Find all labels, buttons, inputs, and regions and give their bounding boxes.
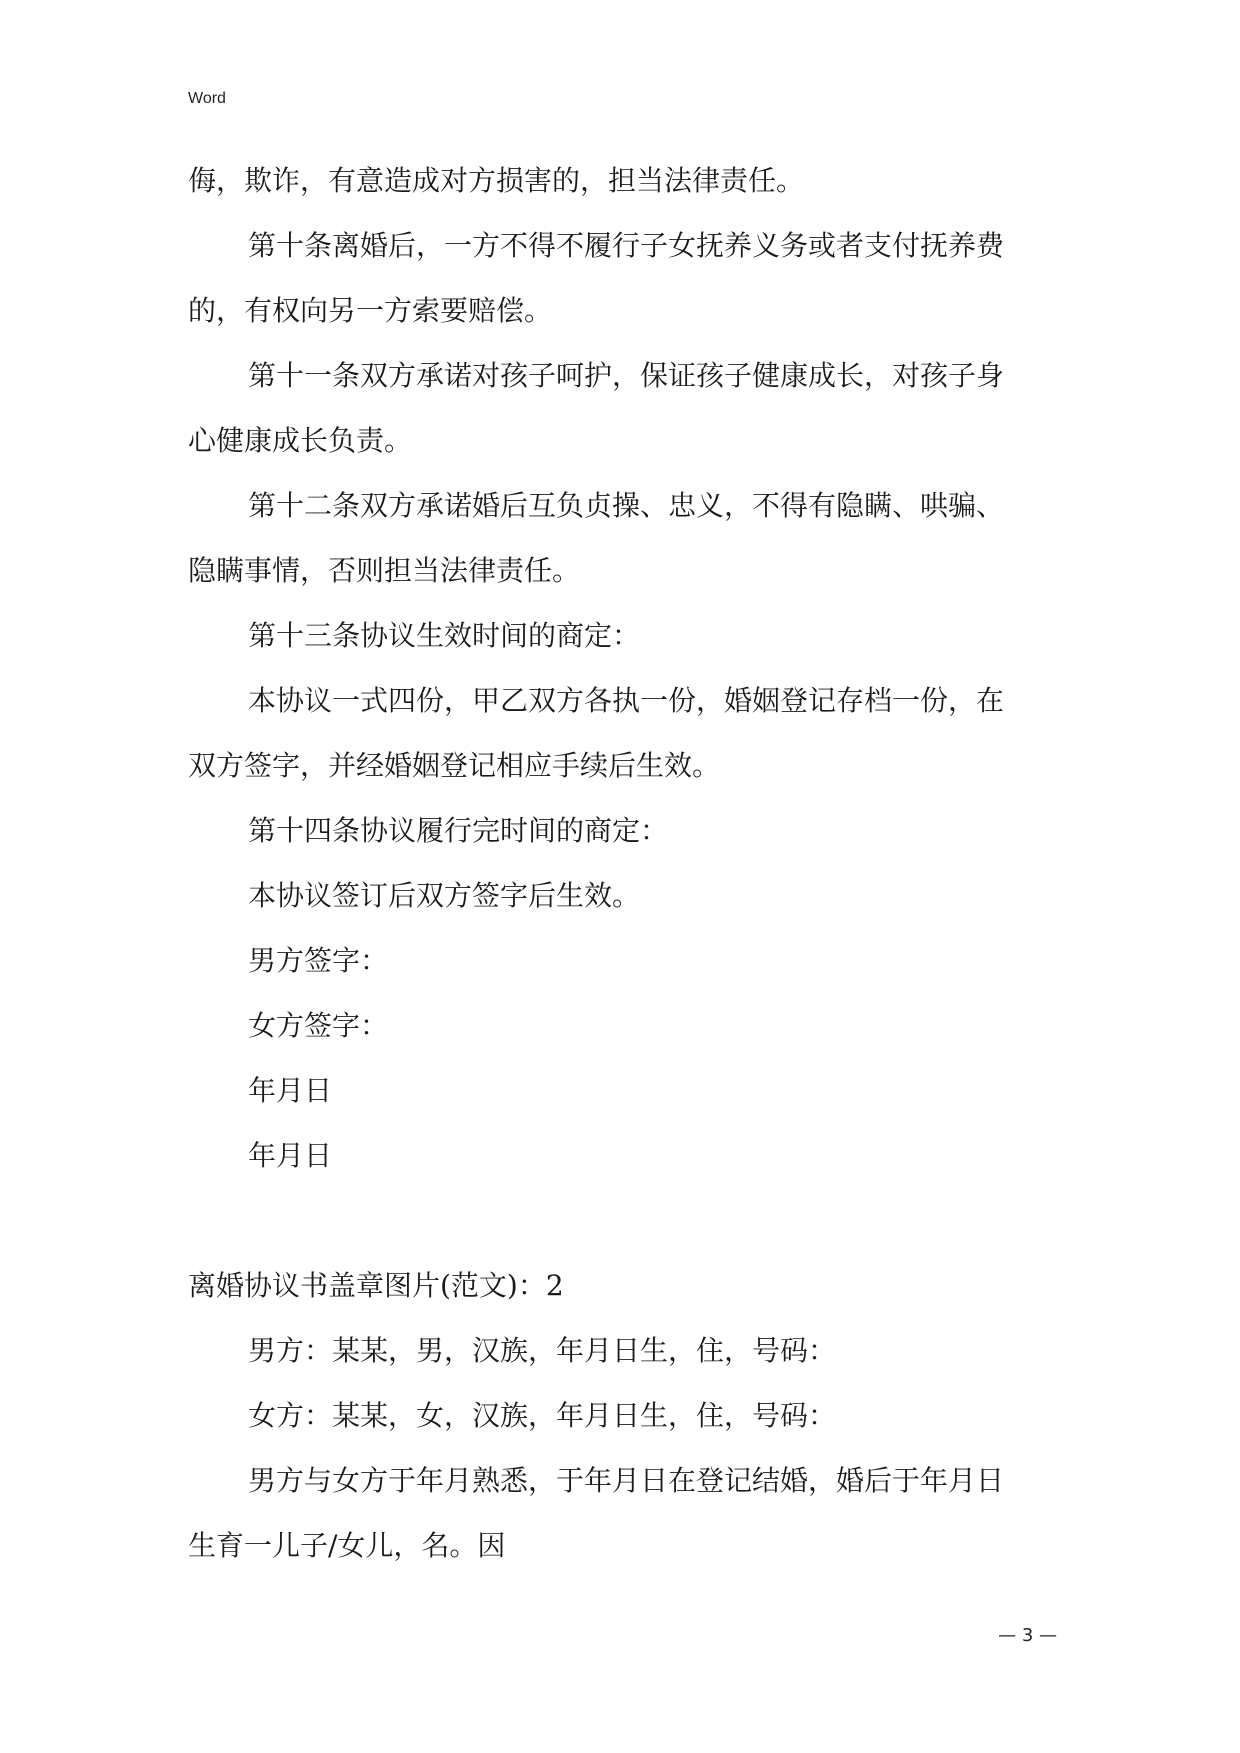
paragraph-line: 第十三条协议生效时间的商定： [248, 619, 641, 652]
female-signature-label: 女方签字： [248, 1009, 389, 1042]
paragraph-line: 的，有权向另一方索要赔偿。 [188, 294, 553, 327]
paragraph-line: 第十一条双方承诺对孩子呵护，保证孩子健康成长，对孩子身 [248, 359, 1005, 392]
paragraph-line: 男方与女方于年月熟悉，于年月日在登记结婚，婚后于年月日 [248, 1464, 1005, 1497]
paragraph-line: 双方签字，并经婚姻登记相应手续后生效。 [188, 749, 721, 782]
section-2-title: 离婚协议书盖章图片(范文)：2 [188, 1269, 564, 1302]
paragraph-line: 本协议一式四份，甲乙双方各执一份，婚姻登记存档一份，在 [248, 684, 1005, 717]
paragraph-line: 男方：某某，男，汉族，年月日生，住，号码： [248, 1334, 837, 1367]
date-line: 年月日 [248, 1074, 333, 1107]
paragraph-line: 第十四条协议履行完时间的商定： [248, 814, 669, 847]
document-header-label: Word [188, 90, 226, 107]
paragraph-line: 第十条离婚后，一方不得不履行子女抚养义务或者支付抚养费 [248, 229, 1005, 262]
paragraph-line: 隐瞒事情，否则担当法律责任。 [188, 554, 581, 587]
paragraph-line: 生育一儿子/女儿，名。因 [188, 1529, 506, 1562]
page-number: — 3 — [998, 1625, 1057, 1646]
paragraph-line: 女方：某某，女，汉族，年月日生，住，号码： [248, 1399, 837, 1432]
paragraph-line: 侮，欺诈，有意造成对方损害的，担当法律责任。 [188, 164, 805, 197]
date-line: 年月日 [248, 1139, 333, 1172]
paragraph-line: 本协议签订后双方签字后生效。 [248, 879, 641, 912]
document-body [188, 148, 1060, 1578]
paragraph-line: 心健康成长负责。 [188, 424, 413, 457]
male-signature-label: 男方签字： [248, 944, 389, 977]
paragraph-line: 第十二条双方承诺婚后互负贞操、忠义，不得有隐瞒、哄骗、 [248, 489, 1005, 522]
section-gap [188, 1188, 1060, 1253]
